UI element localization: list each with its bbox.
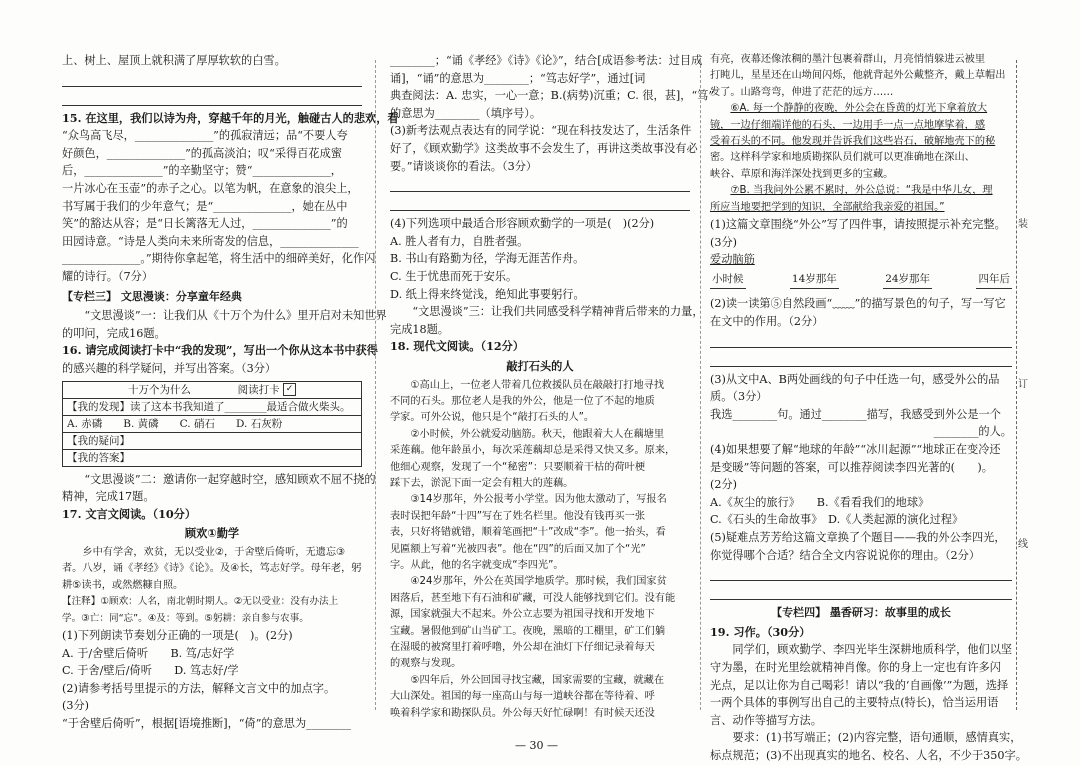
reading-card: [62, 381, 362, 467]
answer-line[interactable]: [62, 91, 362, 106]
timeline-item[interactable]: 四年后: [976, 271, 1012, 290]
story-line: 有亮，夜幕还像浓稠的墨汁包裹着群山，月亮悄悄躲进云被里: [710, 54, 986, 65]
story-line: 在湿暖的被窝里打着呼噜，外公却在油灯下仔细记录着每天: [390, 642, 655, 653]
text-line: ______________。”期待你拿起笔，将生活中的细碎美好，化作闪: [62, 252, 376, 266]
annotation: 学。③亡：同“忘”。④及：等到。⑤躬耕：亲自参与农事。: [62, 612, 309, 624]
subquestion: (4)如果想要了解“地球的年龄”“冰川起源”“地球正在变冷还: [710, 443, 1001, 456]
story-line: 表，只好将错就错，顺着笔画把“十”改成“李”。他一抬头，看: [390, 527, 666, 539]
annotation: 【注释】①顾欢：人名，南北朝时期人。②无以受业：没有办法上: [62, 596, 339, 608]
timeline-answer: 爱动脑筋: [710, 253, 755, 267]
text-line: 诵]，“诵”的意思为________；“笃志好学”，通过[词: [390, 71, 646, 85]
timeline-item[interactable]: 24岁那年: [883, 271, 932, 290]
text-line: 上、树上、屋顶上就积满了厚厚软软的白雪。: [62, 54, 286, 67]
answer-line[interactable]: [710, 585, 1012, 600]
text-line: 守为墨，在时光里绘就精神肖像。你的身上一定也有许多闪: [710, 660, 1001, 674]
binding-label: 订: [1018, 379, 1028, 390]
text-line: 书写属于我们的少年意气；是“______________，她在丛中: [62, 199, 348, 213]
option-line: C. 生于忧患而死于安乐。: [390, 269, 518, 283]
card-answer[interactable]: 【我的答案】: [63, 449, 361, 466]
story-line-b: ⑦B. 当我问外公累不累时，外公总说：“我是中华儿女，理: [730, 185, 993, 197]
text-line: 要。”请谈谈你的看法。（3分）: [390, 159, 538, 173]
story-line: 表时误把年龄“十四”写在了姓名栏里。他没有钱再买一张: [390, 510, 646, 522]
question-15: 15. 在这里，我们以诗为舟，穿越千年的月光，触碰古人的悲欢，看: [62, 110, 399, 125]
answer-line[interactable]: [710, 352, 1012, 367]
text-line: ________；“诵《孝经》《诗》《论》”，结合[成语参考法：过目成: [390, 54, 703, 67]
text-line: “文思漫谈”一：让我们从《十万个为什么》里开启对未知世界: [84, 309, 387, 323]
subquestion: (3)新考法观点表达有的同学说：“现在科技发达了，生活条件: [390, 124, 692, 138]
text-line: 完成18题。: [390, 322, 449, 336]
story-line: 宝藏。暑假他到矿山当矿工。夜晚，黑暗的工棚里，矿工们躺: [390, 625, 666, 637]
subquestion: (2)请参考括号里提示的方法，解释文言文中的加点字。: [62, 681, 336, 695]
column-divider: [375, 60, 376, 710]
text-line: 光点，足以让你为自己喝彩！请以“我的‘自画像’”为题，选择: [710, 678, 1009, 692]
story-line: 唤着科学家和勘探队员。外公每天好忙碌啊！有时候天还没: [390, 707, 655, 719]
card-header: [63, 382, 361, 398]
story-line: 困落后，甚至地下有石油和矿藏，可没人能够找到它们。没有能: [390, 592, 676, 604]
option-line: C. 于舍/壁后/倚听 D. 笃志好/学: [62, 664, 239, 678]
text-line: (3分): [710, 235, 738, 249]
text-line: 你觉得哪个合适？结合全文内容说说你的理由。（2分）: [710, 548, 981, 562]
subquestion: (5)疑难点芳芳给这篇文章换了个题目——我的外公李四光，: [710, 530, 1006, 544]
column-divider: [700, 60, 701, 710]
answer-line[interactable]: [710, 566, 1012, 581]
page-number: — 30 —: [515, 739, 558, 752]
answer-line[interactable]: [390, 196, 690, 211]
card-checkin-label: 阅读打卡: [237, 383, 280, 396]
text-line: 标点规范；(3)不出现真实的地名、校名、人名，不少于350字。: [710, 748, 1027, 762]
text-line: ________的人。: [933, 425, 1012, 439]
story-line-b: 所应当地要把学到的知识，全部献给我亲爱的祖国。”: [710, 201, 945, 213]
timeline: [710, 271, 1012, 290]
subquestion: (4)下列选项中最适合形容顾欢勤学的一项是( )(2分): [390, 217, 655, 231]
answer-line[interactable]: [710, 333, 1012, 348]
text-line: “文思漫谈”三：让我们共同感受科学精神背后带来的力量，: [412, 305, 704, 319]
story-line: ⑤四年后，外公回国寻找宝藏，国家需要的宝藏，就藏在: [410, 674, 665, 686]
text-line: 笑”的豁达从容；是“日长篱落无人过，______________”的: [62, 217, 348, 231]
text-line: 在文中的作用。（2分）: [710, 315, 824, 329]
binding-label: 线: [1018, 539, 1028, 550]
text-line: 后，______________”的辛勤坚守；赞“______________，: [62, 164, 342, 178]
column-left: [62, 52, 399, 732]
story-body: [390, 378, 690, 723]
column-right: [710, 52, 1027, 765]
subquestion: (1)这篇文章围绕“外公”写了四件事，请按照提示补充完整。: [710, 218, 1006, 232]
story-line: 峡谷、草原和海洋深处找到更多的宝藏。: [710, 168, 894, 180]
story-line: 不同的石头。那位老人是我的外公，他是一位了不起的地质: [390, 395, 655, 407]
text-line: 我选________句。通过________描写，我感受到外公是一个: [710, 407, 1001, 421]
story-line: 踩下去，淤泥下面一定会有粗大的莲藕。: [390, 477, 574, 489]
story-line-a: ⑥A. 每一个静静的夜晚，外公会在昏黄的灯光下拿着放大: [730, 103, 988, 115]
story-line: 他细心观察，发现了一个“秘密”：只要顺着干枯的荷叶梗: [390, 461, 646, 473]
timeline-item[interactable]: 14岁那年: [790, 271, 839, 290]
section-header-3: 【专栏三】 文思漫谈：分享童年经典: [62, 289, 242, 303]
text-line: 好颜色，______________”的孤高淡泊；叹“采得百花成蜜: [62, 146, 342, 160]
question-17: 17. 文言文阅读。（10分）: [62, 506, 197, 521]
story-line: 采莲藕。他年龄虽小，每次采莲藕却总是采得又快又多。原来，: [390, 445, 676, 457]
story-line-a: 镜，一边仔细端详他的石头，一边用手一点一点地摩挲着，感: [710, 119, 986, 131]
text-line: 一片冰心在玉壶”的赤子之心。以笔为帆，在意象的浪尖上，: [62, 181, 359, 195]
option-line: D. 纸上得来终觉浅，绝知此事要躬行。: [390, 287, 585, 301]
story-line: 学家。可外公说，他只是个“敲打石头的人”。: [390, 412, 595, 424]
option-line: A. 胜人者有力，自胜者强。: [390, 234, 529, 248]
text-line: 的意思为________（填序号）。: [390, 106, 542, 120]
text-line: “众鸟高飞尽，______________”的孤寂清远；品“不要人夸: [62, 129, 348, 143]
question-19: 19. 习作。（30分）: [710, 624, 811, 639]
text-line: 耀的诗行。（7分）: [62, 269, 154, 283]
text-line: “文思漫谈”二：邀请你一起穿越时空，感知顾欢不屈不挠的: [84, 472, 376, 486]
text-line: “于舍壁后倚听”，根据[语境推断]，“倚”的意思为________: [62, 716, 351, 730]
subquestion: (2)读一读第⑤自然段画“﹏﹏”的描写景色的句子，写一写它: [710, 297, 1006, 311]
text-line: 典查阅法：A. 忠实，一心一意；B.(病势)沉重；C. 很，甚]，“笃”: [390, 89, 715, 103]
story-line: ④24岁那年，外公在英国学地质学。那时候，我们国家贫: [410, 576, 667, 588]
story-line: 见匾额上写着“光被四表”。他在“四”的后面又加了个“光”: [390, 543, 646, 555]
story-line: 的观察与发现。: [390, 658, 462, 670]
passage-title: 顾欢①勤学: [184, 527, 240, 541]
card-options: A. 赤磷 B. 黄磷 C. 硝石 D. 石灰粉: [63, 415, 361, 432]
story-line: ③14岁那年，外公报考小学堂。因为他太激动了，写报名: [410, 494, 667, 506]
story-line-a: 受着石头的不同。他发现并告诉我们这些岩石，破解地壳下的秘: [710, 136, 996, 148]
text-line: 质。（3分）: [710, 390, 768, 404]
text-line: 是变暖”等问题的答案，可以推荐阅读李四光著的( )。: [710, 460, 993, 474]
card-title: 十万个为什么: [127, 383, 191, 396]
classical-text: 耕⑤读书，或然燃糠自照。: [62, 579, 184, 591]
story-line: ②小时候，外公就爱动脑筋。秋天，他跟着大人在藕塘里: [410, 428, 665, 440]
checkbox-icon[interactable]: ✓: [283, 383, 296, 396]
text-line: (2分): [710, 478, 738, 492]
binding-line: [1016, 60, 1017, 710]
answer-line[interactable]: [62, 72, 362, 87]
text-line: 精神，完成17题。: [62, 490, 155, 504]
text-line: 同学们，顾欢勤学、李四光毕生深耕地质科学，他们以坚: [732, 643, 1013, 657]
text-line: 言、动作等描写方法。: [710, 713, 822, 727]
option-line: B. 书山有路勤为径，学海无涯苦作舟。: [390, 252, 585, 266]
story-line: ①高山上，一位老人带着几位救援队员在敲敲打打地寻找: [410, 379, 665, 391]
binding-label: 装: [1018, 219, 1028, 230]
card-question[interactable]: 【我的疑问】: [63, 432, 361, 449]
subquestion: (1)下列朗读节奏划分正确的一项是( )。(2分): [62, 628, 293, 642]
option-line: A. 于/舍壁后倚听 B. 笃/志好学: [62, 646, 235, 660]
story-body-continued: [710, 52, 1012, 216]
classical-text: 乡中有学舍，欢贫，无以受业②，于舍壁后倚听，无遗忘③: [82, 546, 346, 558]
option-line: C.《石头的生命故事》 D.《人类起源的演化过程》: [710, 513, 964, 527]
story-title: 敲打石头的人: [506, 359, 574, 373]
column-middle: [390, 52, 715, 722]
text-line: 的叩问，完成16题。: [62, 326, 166, 340]
classical-text: 者。八岁，诵《孝经》《诗》《论》。及④长，笃志好学。母年老，躬: [62, 563, 362, 575]
option-line: A.《灰尘的旅行》 B.《看看我们的地球》: [710, 495, 930, 509]
card-find[interactable]: 【我的发现】读了这本书我知道了________最适合做火柴头。: [63, 398, 361, 415]
text-line: 一两个具体的事例写出自己的主要特点(特长)，恰当运用语: [710, 696, 999, 710]
story-line: 发了。山路弯弯，伸进了茫茫的远方……: [710, 86, 894, 98]
story-line: 密。这样科学家和地质勘探队员们就可以更准确地在深山、: [710, 152, 975, 164]
story-line: 字。从此，他的名字就变成“李四光”。: [390, 559, 564, 571]
story-line: 打盹儿，星星还在山坳间闪烁，他就背起外公戴整齐，戴上草帽出: [710, 70, 1006, 82]
section-header-4: 【专栏四】 墨香研习：故事里的成长: [771, 606, 951, 620]
text-line: 好了，《顾欢勤学》这类故事不会发生了，再讲这类故事没有必: [390, 141, 698, 155]
text-line: 田园诗意。“诗是人类向未来所寄发的信息，______________: [62, 234, 359, 248]
timeline-item[interactable]: 小时候: [710, 271, 746, 290]
question-18: 18. 现代文阅读。（12分）: [390, 339, 525, 354]
question-16: 16. 请完成阅读打卡中“我的发现”，写出一个你从这本书中获得: [62, 343, 378, 358]
text-line: (3分): [62, 699, 90, 713]
subquestion: (3)从文中A、B两处画线的句子中任选一句，感受外公的品: [710, 372, 1000, 386]
story-line: 大山深处。祖国的每一座高山与每一道峡谷都在等待着、呼: [390, 691, 655, 703]
story-line: 源，国家就强大不起来。外公立志要为祖国寻找和开发地下: [390, 609, 655, 621]
answer-line[interactable]: [390, 177, 690, 192]
text-line: 的感兴趣的科学疑问，并写出答案。（3分）: [62, 361, 277, 375]
text-line: 要求：(1)书写端正；(2)内容完整，语句通顺，感情真实，: [732, 731, 1022, 745]
